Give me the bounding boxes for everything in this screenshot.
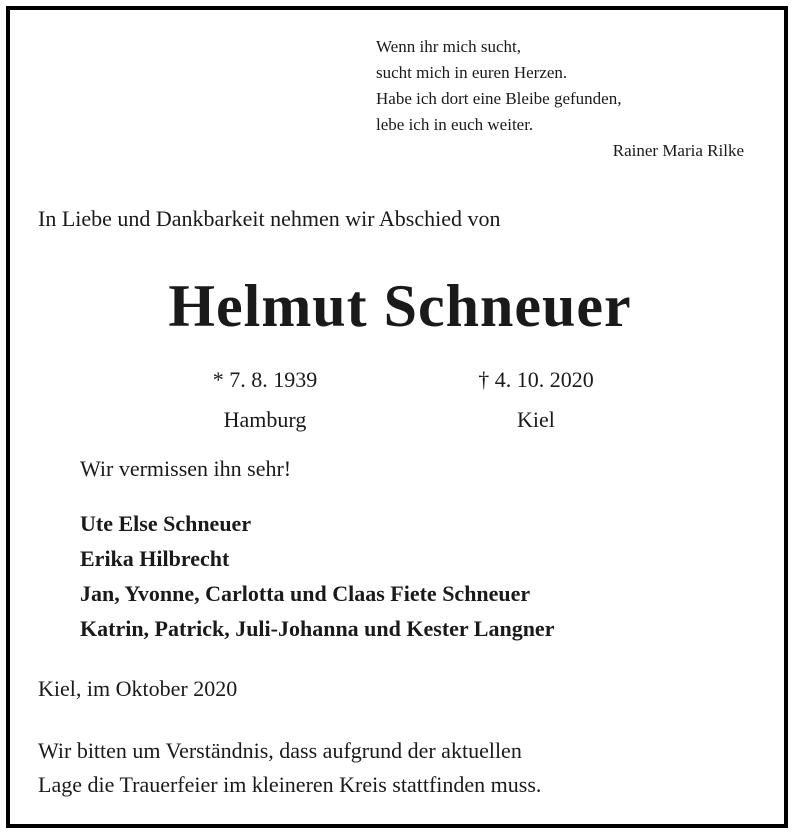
mourner-line: Ute Else Schneuer [80, 511, 252, 536]
mourner-line: Katrin, Patrick, Juli-Johanna und Kester Langner [80, 616, 555, 641]
deceased-name: Helmut Schneuer [168, 273, 632, 339]
notice-line: Wir bitten um Verständnis, dass aufgrund der aktuellen [38, 738, 522, 763]
poem-quote [376, 34, 746, 164]
mourner-line: Jan, Yvonne, Carlotta und Claas Fiete Schneuer [80, 581, 531, 606]
mourners-list [80, 506, 554, 646]
poem-line: Wenn ihr mich sucht, [376, 37, 521, 56]
intro-text: In Liebe und Dankbarkeit nehmen wir Abschied von [38, 206, 501, 231]
birth-date: * 7. 8. 1939 [212, 367, 318, 392]
poem-line: Habe ich dort eine Bleibe gefunden, [376, 89, 622, 108]
birth-info [180, 360, 350, 440]
poem-author: Rainer Maria Rilke [612, 141, 744, 160]
poem-line: sucht mich in euren Herzen. [376, 63, 568, 82]
place-date: Kiel, im Oktober 2020 [38, 676, 238, 701]
mourning-message: Wir vermissen ihn sehr! [80, 456, 292, 481]
notice-line: Lage die Trauerfeier im kleineren Kreis stattfinden muss. [38, 772, 542, 797]
birth-place: Hamburg [223, 407, 307, 432]
death-place: Kiel [517, 407, 555, 432]
ceremony-notice [38, 734, 541, 802]
death-info [446, 360, 626, 440]
death-date: † 4. 10. 2020 [478, 367, 594, 392]
poem-line: lebe ich in euch weiter. [376, 115, 534, 134]
mourner-line: Erika Hilbrecht [80, 546, 230, 571]
